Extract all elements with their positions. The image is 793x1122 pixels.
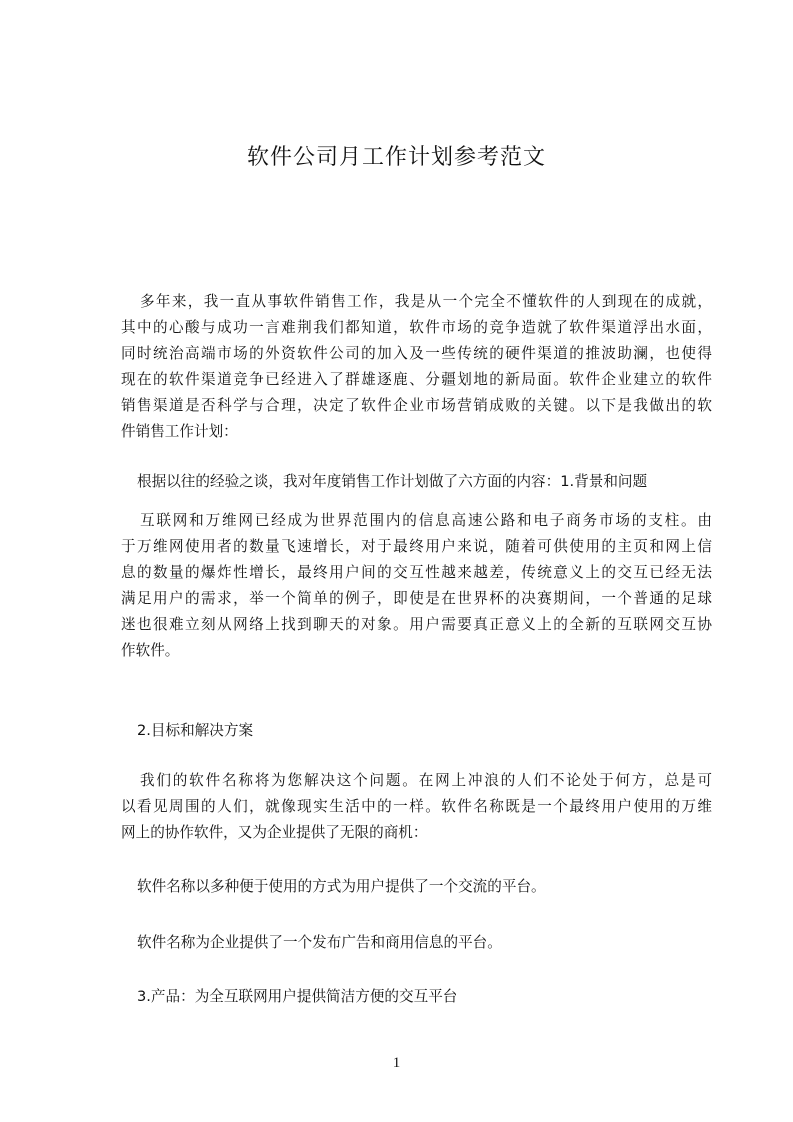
- paragraph-2-line: 根据以往的经验之谈，我对年度销售工作计划做了六方面的内容：1.背景和问题: [137, 473, 648, 490]
- paragraph-1-line: 现在的软件渠道竞争已经进入了群雄逐鹿、分疆划地的新局面。软件企业建立的软件: [121, 371, 712, 388]
- document-title: 软件公司月工作计划参考范文: [246, 145, 546, 170]
- page-number: 1: [392, 1055, 401, 1071]
- paragraph-1-line: 多年来，我一直从事软件销售工作，我是从一个完全不懂软件的人到现在的成就，: [140, 293, 712, 310]
- paragraph-1-line: 销售渠道是否科学与合理，决定了软件企业市场营销成败的关键。以下是我做出的软: [121, 397, 712, 414]
- paragraph-1-line: 同时统治高端市场的外资软件公司的加入及一些传统的硬件渠道的推波助澜，也使得: [121, 345, 712, 362]
- paragraph-8-line: 3.产品：为全互联网用户提供简洁方便的交互平台: [137, 988, 458, 1005]
- paragraph-3-line: 息的数量的爆炸性增长，最终用户间的交互性越来越差，传统意义上的交互已经无法: [121, 564, 712, 581]
- paragraph-5-line: 我们的软件名称将为您解决这个问题。在网上冲浪的人们不论处于何方，总是可: [140, 772, 712, 789]
- paragraph-3-line: 满足用户的需求，举一个简单的例子，即使是在世界杯的决赛期间，一个普通的足球: [121, 590, 712, 607]
- paragraph-5-line: 网上的协作软件，又为企业提供了无限的商机：: [121, 824, 428, 841]
- paragraph-1-line: 其中的心酸与成功一言难荆我们都知道，软件市场的竞争造就了软件渠道浮出水面，: [121, 319, 712, 336]
- paragraph-7-line: 软件名称为企业提供了一个发布广告和商用信息的平台。: [137, 934, 502, 951]
- paragraph-6-line: 软件名称以多种便于使用的方式为用户提供了一个交流的平台。: [137, 878, 546, 895]
- paragraph-3-line: 互联网和万维网已经成为世界范围内的信息高速公路和电子商务市场的支柱。由: [140, 512, 712, 529]
- paragraph-3-line: 作软件。: [121, 642, 180, 659]
- paragraph-5-line: 以看见周围的人们，就像现实生活中的一样。软件名称既是一个最终用户使用的万维: [121, 798, 712, 815]
- paragraph-3-line: 迷也很难立刻从网络上找到聊天的对象。用户需要真正意义上的全新的互联网交互协: [121, 616, 712, 633]
- paragraph-3-line: 于万维网使用者的数量飞速增长，对于最终用户来说，随着可供使用的主页和网上信: [121, 538, 712, 555]
- paragraph-4-line: 2.目标和解决方案: [137, 722, 254, 739]
- paragraph-1-line: 件销售工作计划：: [121, 423, 238, 440]
